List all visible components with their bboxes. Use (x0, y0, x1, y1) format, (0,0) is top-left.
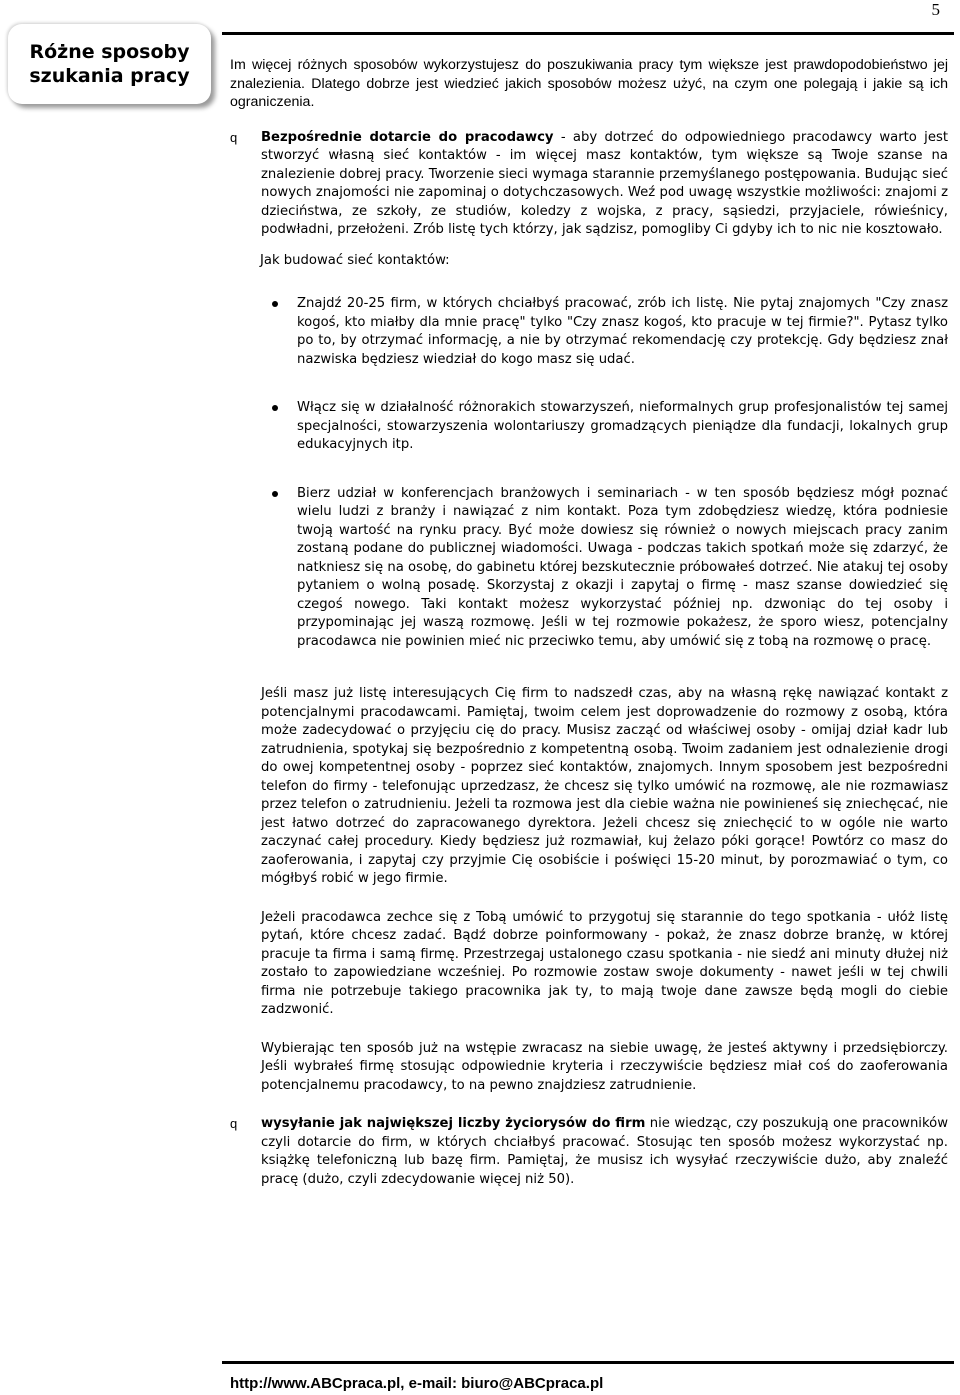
sidebar-title-box (8, 24, 211, 104)
section-direct-contact-body: - aby dotrzeć do odpowiedniego pracodawcy warto jest stworzyć własną sieć kontaktów - im więcej masz kontaktów, tym większe są Twoje szanse na znalezienie dobrej pracy. Tworzenie sieci wymaga starannie przemyślanego postępowania. Budując sieć nowych znajomości nie zapominaj o dotychczasowych. Weź pod uwagę wszystkie możliwości: znajomi z dzieciństwa, ze szkoły, ze studiów, koledzy z wojska, z pracy, sąsiedzi, przyjaciele, rówieśnicy, podwładni, przełożeni. Zrób listę tych którzy, jak sądzisz, pomogliby Ci gdyby ich to nic nie kosztowało. (261, 129, 948, 237)
top-rule (222, 32, 954, 35)
bullet-text: Znajdź 20-25 firm, w których chciałbyś pracować, zrób ich listę. Nie pytaj znajomych "Czy znasz kogoś, kto miałby dla mnie pracę" tylko "Czy znasz kogoś, kto pracuje w tej firmie?". Pytasz tylko po to, by otrzymać informację, a nie by otrzymać rekomendację czy protekcję. Gdy będziesz znał nazwiska będziesz wiedział do kogo masz się udać. (297, 296, 948, 367)
list-item (230, 399, 948, 455)
list-marker: q (230, 1116, 238, 1131)
section-send-cv (230, 1115, 948, 1189)
sidebar-title-line2: szukania pracy (29, 65, 190, 87)
bullet-icon (272, 491, 278, 497)
section-direct-contact-text (261, 129, 948, 240)
section-direct-contact (230, 129, 948, 240)
section-send-cv-body: nie wiedząc, czy poszukują one pracowników czyli dotarcie do firm, w których chciałbyś pracować. Stosując ten sposób możesz wykorzystać np. książkę telefoniczną lub bazę firm. Pamiętaj, że musisz ich wysyłać rzeczywiście dużo, aby znaleźć pracę (dużo, czyli zdecydowanie więcej niż 50). (261, 1116, 948, 1187)
sidebar-title (29, 40, 189, 88)
page-number: 5 (931, 0, 940, 19)
intro-paragraph: Im więcej różnych sposobów wykorzystujesz do poszukiwania pracy tym większe jest prawdopodobieństwo jej znalezienia. Dlatego dobrze jest wiedzieć jakich sposobów możesz użyć, na czym one polegają i jakie są ich ograniczenia. (230, 57, 948, 110)
network-bullet-list (230, 295, 948, 651)
section-direct-contact-lead: Bezpośrednie dotarcie do pracodawcy (261, 129, 554, 145)
bullet-icon (272, 301, 278, 307)
list-item (230, 295, 948, 369)
section-send-cv-lead: wysyłanie jak największej liczby życiorysów do firm (261, 1116, 646, 1131)
bottom-rule (222, 1361, 954, 1364)
sidebar-title-line1: Różne sposoby (29, 41, 190, 63)
footer-contact[interactable]: http://www.ABCpraca.pl, e-mail: biuro@ABCpraca.pl (230, 1375, 604, 1392)
document-body (230, 56, 948, 1189)
network-subheading: Jak budować sieć kontaktów: (260, 252, 450, 268)
section-send-cv-text (261, 1115, 948, 1189)
body-paragraph: Jeśli masz już listę interesujących Cię firm to nadszedł czas, aby na własną rękę nawiązać kontakt z potencjalnymi pracodawcami. Pamiętaj, twoim celem jest doprowadzenie do rozmowy z osobą, która może zadecydować o przyjęciu cię do pracy. Musisz zacząć od właściwej osoby - omijaj dział kadr lub zatrudnienia, spotykaj się bezpośrednio z kompetentną osobą. Twoim zadaniem jest odnalezienie drogi do owej kompetentnej osoby - poprzez sieć kontaktów, znajomych. Innym sposobem jest bezpośredni telefon do firmy - telefonując uprzedzasz, że chcesz się tylko umówić na rozmowę, ale nie rozmawiasz przez telefon o zatrudnieniu. Jeżeli ta rozmowa jest dla ciebie ważna nie powinieneś się zniechęcać, nie jest łatwo dotrzeć do zapracowanego dyrektora. Jeżeli chcesz się zniechęcić to w ogóle nie warto zaczynać całej procedury. Kiedy będziesz już rozmawiał, kuj żelazo póki gorące! Powtórz co masz do zaoferowania, i zapytaj czy przyjmie Cię osobiście i poświęci 15-20 minut, by porozmawiać o tym, co mógłbyś robić w jego firmie. (261, 686, 948, 886)
bullet-text: Włącz się w działalność różnorakich stowarzyszeń, nieformalnych grup profesjonalistów tej samej specjalności, stowarzyszenia wolontariuszy gromadzących pieniądze dla fundacji, lokalnych grup edukacyjnych itp. (297, 400, 948, 452)
bullet-text: Bierz udział w konferencjach branżowych i seminariach - w ten sposób będziesz mógł poznać wielu ludzi z branży i nawiązać z nim kontakt. Poza tym zdobędziesz wiedzę, która podniesie twoją wartość na rynku pracy. Być może dowiesz się również o nowych miejscach pracy zanim zostaną podane do publicznej wiadomości. Uwaga - podczas takich spotkań może się zdarzyć, że natkniesz się na osobę, do gabinetu której bezskutecznie próbowałeś dotrzeć. Nie atakuj tej osoby pytaniem o wolną posadę. Skorzystaj z okazji i zapytaj o firmę - masz szanse dowiedzieć się czegoś nowego. Taki kontakt możesz wykorzystać później np. dzwoniąc do tej osoby i przypominając jej waszą rozmowę. Jeśli w tej rozmowie pokażesz, że sporo wiesz, potencjalny pracodawca nie powinien mieć nic przeciwko temu, aby umówić się z tobą na rozmowę o pracę. (297, 485, 948, 649)
body-paragraph: Wybierając ten sposób już na wstępie zwracasz na siebie uwagę, że jesteś aktywny i przedsiębiorczy. Jeśli wybrałeś firmę stosując odpowiednie kryteria i rzeczywiście będziesz miał coś do zaoferowania potencjalnemu pracodawcy, to na pewno znajdziesz zatrudnienie. (261, 1040, 948, 1093)
list-item (230, 485, 948, 652)
bullet-icon (272, 405, 278, 411)
list-marker: q (230, 129, 238, 145)
body-paragraph: Jeżeli pracodawca zechce się z Tobą umówić to przygotuj się starannie do tego spotkania - ułóż listę pytań, które chcesz zadać. Bądź dobrze poinformowany - pokaż, że znasz dobrze branżę, w której pracuje ta firma i samą firmę. Przestrzegaj ustalonego czasu spotkania - nie siedź ani minuty dłużej niż zostało to zapowiedziane wcześniej. Po rozmowie zostaw swoje dokumenty - nawet jeśli w tej chwili firma nie potrzebuje takiego pracownika jak ty, to mają twoje dane zawsze będą mogli do ciebie zadzwonić. (261, 909, 948, 1017)
